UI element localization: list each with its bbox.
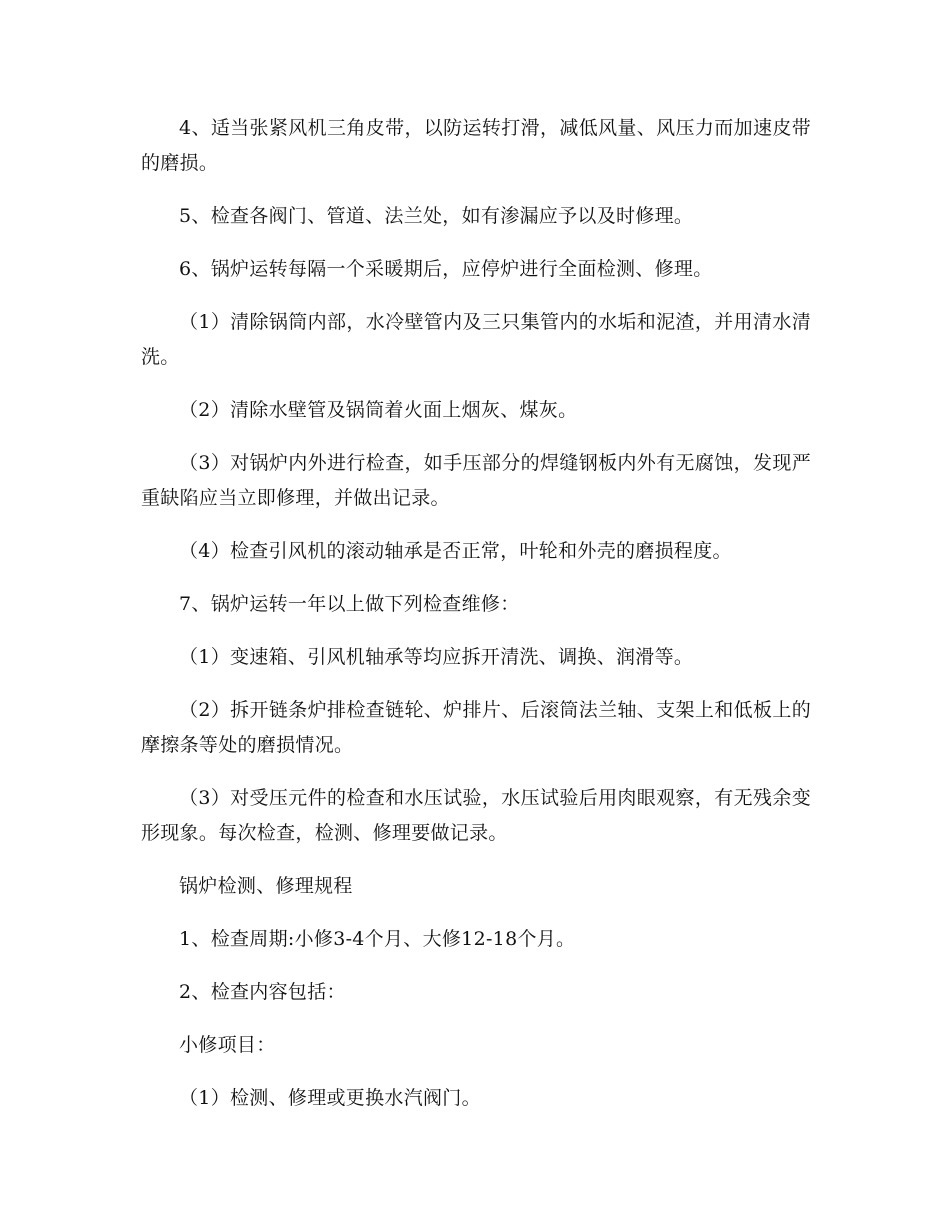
paragraph: （2）拆开链条炉排检查链轮、炉排片、后滚筒法兰轴、支架上和低板上的摩擦条等处的磨损情况。 <box>141 699 811 756</box>
paragraph: （3）对锅炉内外进行检查，如手压部分的焊缝钢板内外有无腐蚀，发现严重缺陷应当立即修理，并做出记录。 <box>141 452 811 509</box>
paragraph: 5、检查各阀门、管道、法兰处，如有渗漏应予以及时修理。 <box>179 205 694 227</box>
paragraph: 7、锅炉运转一年以上做下列检查维修： <box>179 593 520 615</box>
paragraph: 4、适当张紧风机三角皮带，以防运转打滑，减低风量、风压力而加速皮带的磨损。 <box>141 117 811 174</box>
document-body <box>141 111 811 1134</box>
paragraph: （4）检查引风机的滚动轴承是否正常，叶轮和外壳的磨损程度。 <box>179 540 732 562</box>
paragraph: （1）检测、修理或更换水汽阀门。 <box>179 1087 481 1109</box>
paragraph: 小修项目： <box>179 1034 276 1056</box>
paragraph: 1、检查周期:小修3-4个月、大修12-18个月。 <box>179 928 576 950</box>
paragraph: （1）变速箱、引风机轴承等均应拆开清洗、调换、润滑等。 <box>179 646 694 668</box>
paragraph: （1）清除锅筒内部，水冷壁管内及三只集管内的水垢和泥渣，并用清水清洗。 <box>141 311 811 368</box>
paragraph: （3）对受压元件的检查和水压试验，水压试验后用肉眼观察，有无残余变形现象。每次检查，检测、修理要做记录。 <box>141 787 811 844</box>
paragraph: 2、检查内容包括： <box>179 981 346 1003</box>
paragraph: （2）清除水壁管及锅筒着火面上烟灰、煤灰。 <box>179 399 578 421</box>
paragraph: 6、锅炉运转每隔一个采暖期后，应停炉进行全面检测、修理。 <box>179 258 713 280</box>
section-heading: 锅炉检测、修理规程 <box>179 875 353 897</box>
